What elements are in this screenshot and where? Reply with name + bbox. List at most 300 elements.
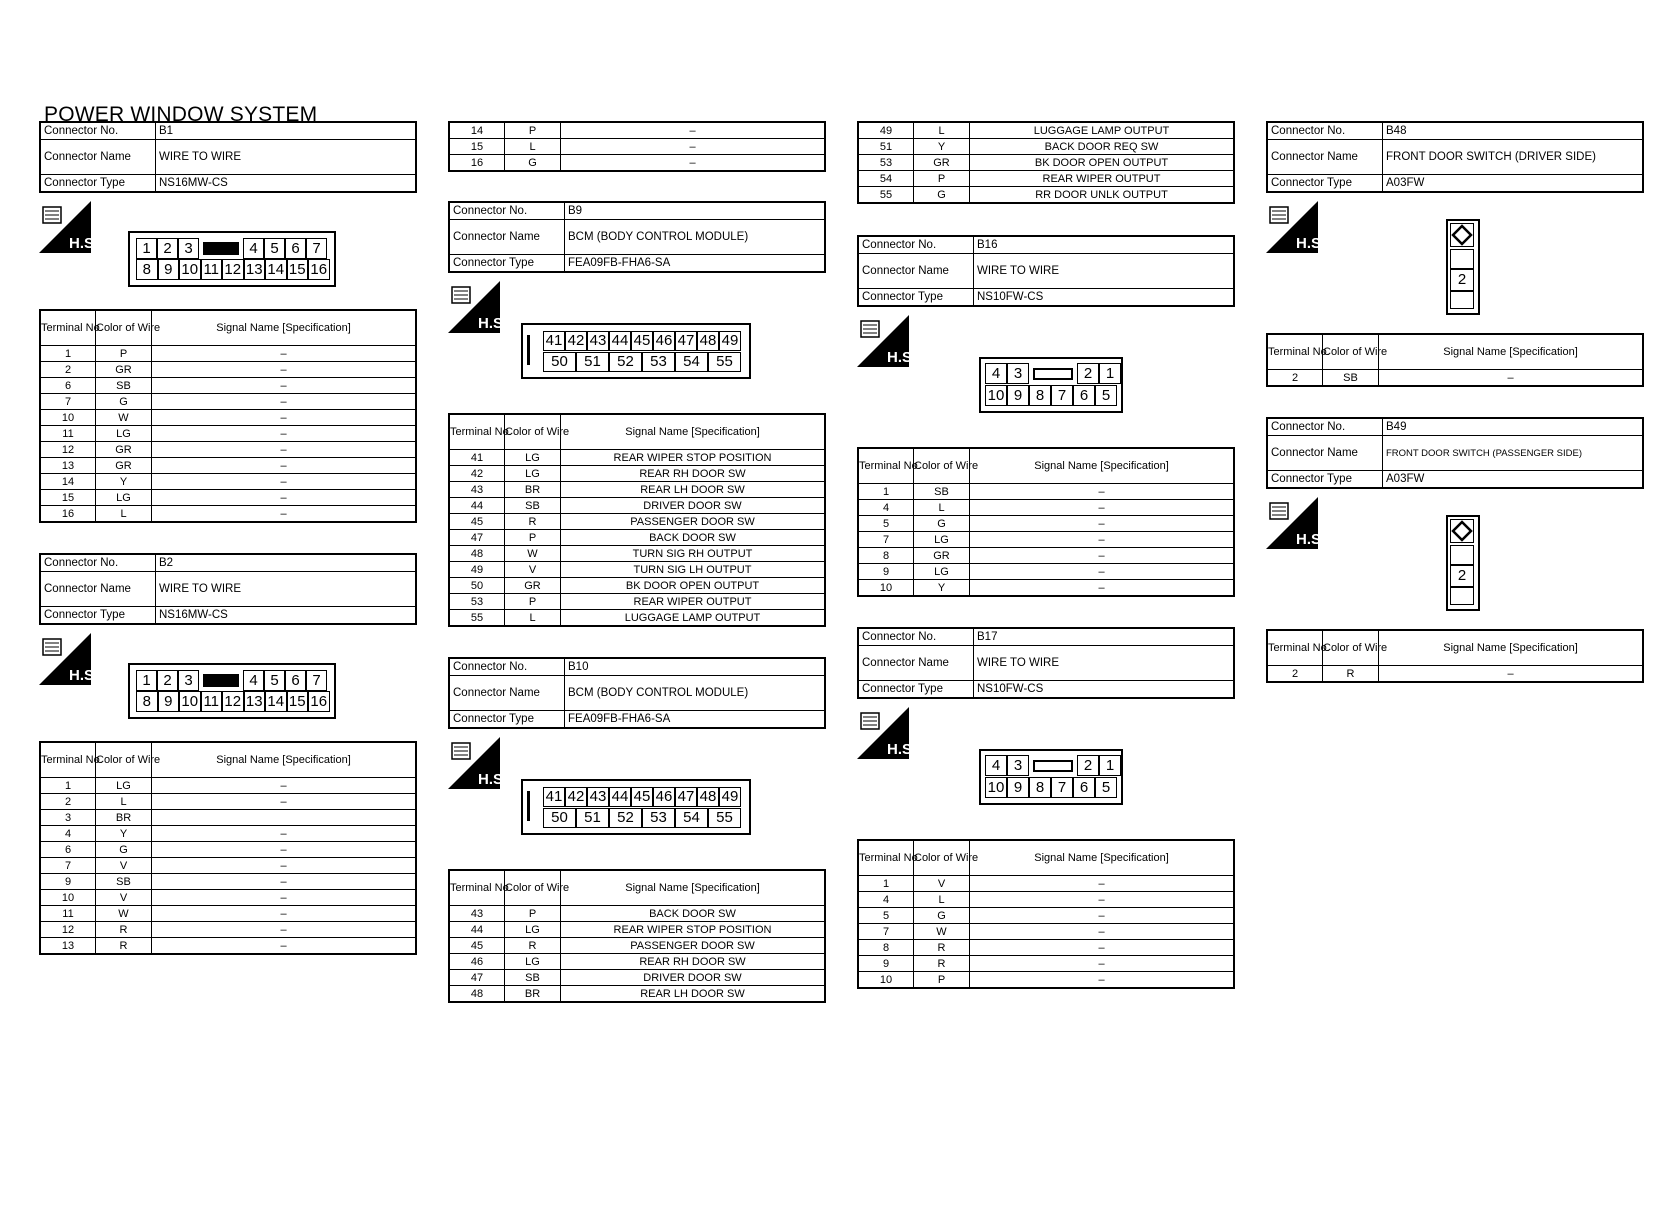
pin-number: 52 [609,808,642,828]
pin-number: 51 [576,808,609,828]
signal-name: – [1379,370,1644,387]
pin-number: 11 [201,691,223,712]
pin-number: 3 [178,238,199,259]
header-terminal: Terminal No. [1267,334,1323,370]
signal-name: – [152,506,417,523]
signal-name: – [970,924,1235,940]
terminal-row [858,171,1234,187]
empty-cavity [1450,545,1474,565]
terminal-row [449,139,825,155]
wire-color: LG [505,450,561,466]
pin-number: 53 [642,352,675,372]
signal-name: – [970,500,1235,516]
signal-name: – [970,548,1235,564]
signal-name: – [152,458,417,474]
terminal-row [449,514,825,530]
terminal-row [858,564,1234,580]
signal-name: – [152,906,417,922]
terminal-row [449,466,825,482]
wire-color: W [96,410,152,426]
signal-name: TURN SIG LH OUTPUT [561,562,826,578]
signal-name: – [561,139,826,155]
hs-harness-side-icon [857,707,917,759]
terminal: 4 [40,826,96,842]
header-color: Color of Wire [505,414,561,450]
pin-number: 5 [264,238,285,259]
connector-no-value: B9 [565,202,826,220]
hs-harness-side-icon [448,737,508,789]
label-connector-type: Connector Type [449,255,565,273]
signal-name: – [152,874,417,890]
connector-name-value: WIRE TO WIRE [156,572,417,607]
terminal-row [40,506,416,523]
key-diamond [1450,223,1474,247]
terminal: 4 [858,892,914,908]
connector-no-value: B16 [974,236,1235,254]
connector-no-value: B10 [565,658,826,676]
diamond-icon [1451,224,1473,246]
connector-face [128,231,336,287]
connector-info-b2 [39,553,417,625]
wire-color: SB [505,498,561,514]
terminal: 47 [449,530,505,546]
terminal-row [40,826,416,842]
terminal-row [449,906,825,922]
signal-name: – [152,362,417,378]
signal-name: BACK DOOR REQ SW [970,139,1235,155]
pin-number: 2 [157,670,178,691]
label-connector-no: Connector No. [858,628,974,646]
signal-name: BK DOOR OPEN OUTPUT [970,155,1235,171]
pin-number: 43 [587,331,609,351]
header-color: Color of Wire [914,448,970,484]
signal-name: – [970,956,1235,972]
pin-number: 1 [136,670,157,691]
terminal-row [40,490,416,506]
connector-no-value: B2 [156,554,417,572]
label-connector-name: Connector Name [40,140,156,175]
header-color: Color of Wire [1323,630,1379,666]
pin-number: 8 [1029,385,1051,406]
wire-color: BR [96,810,152,826]
wire-color: V [505,562,561,578]
signal-name: – [152,394,417,410]
pin-number: 4 [985,363,1007,384]
signal-name: – [970,876,1235,892]
hs-label: H.S. [69,667,99,684]
terminal: 45 [449,938,505,954]
terminal: 12 [40,922,96,938]
wire-color: L [914,500,970,516]
terminal-row [858,187,1234,204]
label-connector-type: Connector Type [858,289,974,307]
terminal-row [858,532,1234,548]
terminal-row [858,908,1234,924]
signal-name: – [561,155,826,172]
wire-color: P [914,972,970,989]
terminal-table-b1 [39,309,417,523]
terminal: 53 [858,155,914,171]
terminal: 5 [858,516,914,532]
signal-name: PASSENGER DOOR SW [561,938,826,954]
empty-cavity [1450,249,1474,269]
label-connector-no: Connector No. [40,122,156,140]
connector-info-b17 [857,627,1235,699]
terminal-table-b17 [857,839,1235,989]
pin-number: 14 [265,691,287,712]
signal-name: PASSENGER DOOR SW [561,514,826,530]
connector-name-value: BCM (BODY CONTROL MODULE) [565,220,826,255]
signal-name: – [152,890,417,906]
signal-name: – [152,794,417,810]
terminal-row [449,562,825,578]
wire-color: Y [914,580,970,597]
connector-face [979,749,1123,805]
signal-name: DRIVER DOOR SW [561,970,826,986]
wire-color: L [505,139,561,155]
header-signal: Signal Name [Specification] [561,414,826,450]
header-terminal: Terminal No. [449,870,505,906]
label-connector-type: Connector Type [1267,471,1383,489]
terminal: 10 [858,972,914,989]
pin-number: 12 [222,691,244,712]
pin-number: 3 [1007,363,1029,384]
header-color: Color of Wire [96,310,152,346]
pin-number: 1 [1099,363,1121,384]
terminal: 4 [858,500,914,516]
connector-diagram-b10 [448,729,826,869]
terminal-row [858,924,1234,940]
terminal: 2 [1267,370,1323,387]
signal-name: – [152,858,417,874]
terminal: 13 [40,458,96,474]
wire-color: V [914,876,970,892]
terminal-row [40,458,416,474]
signal-name: REAR WIPER OUTPUT [561,594,826,610]
hs-label: H.S. [478,315,508,332]
pin-number: 10 [179,259,201,280]
key-block [203,242,239,255]
pin-number: 51 [576,352,609,372]
signal-name: RR DOOR UNLK OUTPUT [970,187,1235,204]
signal-name: – [152,442,417,458]
header-signal: Signal Name [Specification] [152,310,417,346]
pin-number: 41 [543,787,565,807]
terminal: 14 [40,474,96,490]
connector-type-value: NS16MW-CS [156,607,417,625]
terminal-row [40,810,416,826]
wire-color: G [914,908,970,924]
terminal: 1 [858,876,914,892]
terminal: 11 [40,426,96,442]
column-3 [857,121,1235,989]
key-block [203,674,239,687]
header-signal: Signal Name [Specification] [1379,630,1644,666]
wire-color: L [505,610,561,627]
connector-type-value: A03FW [1383,471,1644,489]
terminal: 7 [858,924,914,940]
pin-number: 4 [243,238,264,259]
terminal: 48 [449,986,505,1003]
hs-label: H.S. [478,771,508,788]
connector-face [979,357,1123,413]
wire-color: G [914,187,970,204]
connector-info-b49 [1266,417,1644,489]
terminal: 53 [449,594,505,610]
connector-diagram-b17 [857,699,1235,839]
terminal-row [449,594,825,610]
pin-number: 53 [642,808,675,828]
terminal: 10 [40,410,96,426]
terminal-row [40,778,416,794]
terminal-row [40,922,416,938]
terminal-table-b49 [1266,629,1644,683]
signal-name: – [152,778,417,794]
pin-number: 49 [719,331,741,351]
terminal-table-b10-continued [857,121,1235,204]
connector-type-value: A03FW [1383,175,1644,193]
pin-number: 46 [653,787,675,807]
terminal-table-b9 [448,413,826,627]
signal-name: REAR RH DOOR SW [561,954,826,970]
terminal-row [858,122,1234,139]
label-connector-name: Connector Name [858,254,974,289]
terminal-row [40,394,416,410]
terminal-row [858,956,1234,972]
wire-color: SB [96,874,152,890]
signal-name: – [152,490,417,506]
wire-color: GR [505,578,561,594]
hs-harness-side-icon [1266,497,1326,549]
terminal: 7 [40,394,96,410]
connector-name-value: BCM (BODY CONTROL MODULE) [565,676,826,711]
wire-color: GR [914,155,970,171]
wire-color: GR [96,458,152,474]
column-4 [1266,121,1644,683]
pin-number: 5 [1095,385,1117,406]
signal-name: LUGGAGE LAMP OUTPUT [561,610,826,627]
signal-name: REAR WIPER OUTPUT [970,171,1235,187]
pin-number: 8 [136,259,158,280]
header-terminal: Terminal No. [40,310,96,346]
connector-no-value: B48 [1383,122,1644,140]
label-connector-type: Connector Type [858,681,974,699]
connector-type-value: FEA09FB-FHA6-SA [565,255,826,273]
signal-name: – [152,346,417,362]
wire-color: W [505,546,561,562]
terminal: 8 [858,940,914,956]
pin-number: 8 [136,691,158,712]
header-signal: Signal Name [Specification] [970,448,1235,484]
terminal: 2 [40,794,96,810]
hs-label: H.S. [887,741,917,758]
pin-number: 45 [631,331,653,351]
signal-name: LUGGAGE LAMP OUTPUT [970,122,1235,139]
terminal: 2 [1267,666,1323,683]
terminal-row [449,155,825,172]
signal-name: BACK DOOR SW [561,906,826,922]
connector-info-b48 [1266,121,1644,193]
terminal: 1 [40,346,96,362]
label-connector-name: Connector Name [40,572,156,607]
wire-color: BR [505,482,561,498]
terminal-row [449,610,825,627]
pin-number: 4 [985,755,1007,776]
pin-number: 50 [543,808,576,828]
connector-name-value: FRONT DOOR SWITCH (DRIVER SIDE) [1383,140,1644,175]
terminal-row [40,906,416,922]
header-terminal: Terminal No. [858,840,914,876]
wire-color: SB [914,484,970,500]
pin-number: 41 [543,331,565,351]
hs-harness-side-icon [39,201,99,253]
terminal: 44 [449,498,505,514]
key-slot [1033,368,1073,380]
connector-no-value: B17 [974,628,1235,646]
terminal: 43 [449,482,505,498]
terminal-row [40,362,416,378]
terminal: 15 [449,139,505,155]
wire-color: L [914,122,970,139]
connector-info-b1 [39,121,417,193]
connector-diagram-b48 [1266,193,1644,333]
terminal: 15 [40,490,96,506]
wire-color: BR [505,986,561,1003]
terminal-row [858,580,1234,597]
terminal-row [858,484,1234,500]
header-signal: Signal Name [Specification] [152,742,417,778]
wire-color: Y [96,826,152,842]
terminal-row [40,346,416,362]
wire-color: GR [914,548,970,564]
signal-name: – [970,532,1235,548]
terminal: 41 [449,450,505,466]
terminal-row [858,940,1234,956]
pin-number: 1 [1099,755,1121,776]
pin-number: 54 [675,808,708,828]
terminal-table-b2-continued [448,121,826,172]
pin-number: 48 [697,331,719,351]
connector-type-value: FEA09FB-FHA6-SA [565,711,826,729]
pin-number: 16 [308,259,330,280]
pin-number: 6 [1073,777,1095,798]
terminal: 49 [449,562,505,578]
key-slot [1033,760,1073,772]
connector-diagram-b2 [39,625,417,741]
wire-color: P [505,906,561,922]
terminal-row [449,498,825,514]
terminal: 14 [449,122,505,139]
pin-number: 9 [1007,385,1029,406]
terminal-row [40,938,416,955]
empty-cavity [1450,291,1474,309]
terminal-row [449,938,825,954]
header-terminal: Terminal No. [1267,630,1323,666]
terminal-row [858,972,1234,989]
signal-name: – [970,564,1235,580]
signal-name: – [970,516,1235,532]
wire-color: G [505,155,561,172]
connector-diagram-b9 [448,273,826,413]
pin-number: 1 [136,238,157,259]
terminal-row [40,474,416,490]
pin-number: 9 [158,259,180,280]
terminal: 44 [449,922,505,938]
terminal-row [449,546,825,562]
label-connector-no: Connector No. [449,658,565,676]
wire-color: P [914,171,970,187]
connector-type-value: NS10FW-CS [974,289,1235,307]
pin-number: 7 [1051,385,1073,406]
pin-number: 10 [179,691,201,712]
wire-color: V [96,890,152,906]
page-title: POWER WINDOW SYSTEM [44,103,318,126]
terminal: 9 [858,564,914,580]
wire-color: W [96,906,152,922]
terminal: 55 [858,187,914,204]
signal-name: – [970,580,1235,597]
signal-name: – [561,122,826,139]
terminal-table-b48 [1266,333,1644,387]
terminal: 10 [40,890,96,906]
connector-no-value: B49 [1383,418,1644,436]
pin-number: 55 [708,808,741,828]
terminal: 6 [40,378,96,394]
pin-number: 50 [543,352,576,372]
terminal: 1 [858,484,914,500]
wire-color: LG [914,532,970,548]
terminal-row [858,516,1234,532]
pin-number: 12 [222,259,244,280]
terminal: 54 [858,171,914,187]
wire-color: GR [96,442,152,458]
terminal: 2 [40,362,96,378]
diamond-icon [1451,520,1473,542]
terminal: 45 [449,514,505,530]
wire-color: Y [96,474,152,490]
wire-color: LG [505,954,561,970]
pin-number: 11 [201,259,223,280]
label-connector-type: Connector Type [40,607,156,625]
wire-color: GR [96,362,152,378]
terminal-row [40,874,416,890]
pin-number: 6 [285,670,306,691]
terminal-row [1267,666,1643,683]
signal-name: – [970,892,1235,908]
wire-color: P [505,530,561,546]
pin-number: 3 [178,670,199,691]
pin-number: 10 [985,385,1007,406]
pin-number: 10 [985,777,1007,798]
terminal-row [858,892,1234,908]
connector-diagram-b16 [857,307,1235,447]
terminal-row [449,922,825,938]
terminal-row [40,410,416,426]
terminal: 10 [858,580,914,597]
label-connector-name: Connector Name [449,676,565,711]
signal-name: REAR RH DOOR SW [561,466,826,482]
header-color: Color of Wire [505,870,561,906]
hs-label: H.S. [1296,531,1326,548]
hs-label: H.S. [69,235,99,252]
wire-color: LG [914,564,970,580]
header-terminal: Terminal No. [858,448,914,484]
label-connector-no: Connector No. [1267,418,1383,436]
pin-number: 6 [1073,385,1095,406]
wire-color: L [914,892,970,908]
pin-number: 46 [653,331,675,351]
pin-number: 3 [1007,755,1029,776]
